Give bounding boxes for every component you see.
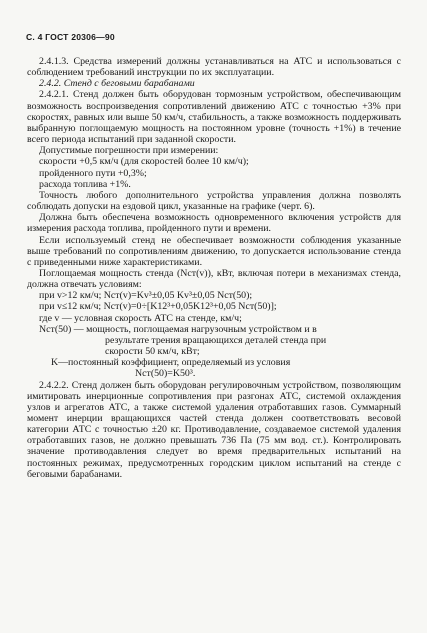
tolerance-intro: Допустимые погрешности при измерении:	[39, 145, 219, 157]
paragraph-accuracy: Точность любого дополнительного устройства управления должна позволять соблюдать допуски на ездовой цикл, указанные на графике (черт. 6).	[27, 189, 401, 213]
where-n50-b: результате трения вращающихся деталей стенда при	[105, 334, 327, 346]
paragraph-2-4-2-1: 2.4.2.1. Стенд должен быть оборудован тормозным устройством, обеспечивающим возможность воспроизведения сопротивлений движению АТС с точностью +3% при скоростях, равных или выше 50 км/ч, стабильность, а также возможность поддерживать выбранную поглощаемую мощность на постоянном уровне (точность +1%) в течение всего периода испытаний при заданной скорости.	[27, 89, 401, 146]
where-k-b: Nст(50)=K50³.	[135, 368, 196, 380]
tolerance-speed: скорости +0,5 км/ч (для скоростей более 10 км/ч);	[39, 156, 249, 168]
heading-2-4-2: 2.4.2. Стенд с беговыми барабанами	[39, 78, 195, 90]
paragraph-absorbed-power: Поглощаемая мощность стенда (Nст(v)), кВт, включая потери в механизмах стенда, должна отвечать условиям:	[27, 267, 401, 291]
formula-above-12: при v>12 км/ч; Nст(v)=Kv³±0,05 Kv³±0,05 Nст(50);	[39, 290, 253, 302]
paragraph-if-stand: Если используемый стенд не обеспечивает возможности соблюдения указанные выше требований по сопротивлениям движению, то допускается использование стенда с приведенными ниже характеристиками.	[27, 234, 401, 268]
paragraph-2-4-2-2: 2.4.2.2. Стенд должен быть оборудован регулировочным устройством, позволяющим имитировать инерционные сопротивления при разгонах АТС, системой охлаждения узлов и агрегатов АТС, а также системой удаления отработавших газов. Суммарный момент инерции вращающихся частей стенда должен соответствовать весовой категории АТС с точностью ±20 кг. Противодавление, создаваемое системой удаления отработавших газов, не должно превышать 736 Па (75 мм вод. ст.). Контролировать значение противодавления следует во время предварительных испытаний на постоянных режимах, предусмотренных городским циклом испытаний на стенде с беговыми барабанами.	[27, 379, 401, 480]
paragraph-simultaneous: Должна быть обеспечена возможность одновременного включения устройств для измерения расхода топлива, пройденного пути и времени.	[27, 212, 401, 235]
tolerance-distance: пройденного пути +0,3%;	[39, 167, 147, 179]
formula-below-12: при v≤12 км/ч; Nст(v)=0÷[K12³+0,05K12³+0,05 Nст(50)];	[39, 301, 277, 313]
where-k-a: K—постоянный коэффициент, определяемый из условия	[51, 357, 291, 369]
where-n50-a: Nст(50) — мощность, поглощаемая нагрузочным устройством и в	[39, 323, 317, 335]
where-v: где v — условная скорость АТС на стенде, км/ч;	[39, 312, 242, 324]
where-n50-c: скорости 50 км/ч, кВт;	[105, 346, 200, 358]
paragraph-2-4-1-3: 2.4.1.3. Средства измерений должны устанавливаться на АТС и использоваться с соблюдением требований инструкции по их эксплуатации.	[27, 56, 401, 79]
document-body	[27, 56, 401, 480]
tolerance-fuel: расхода топлива +1%.	[39, 178, 131, 190]
page-header: С. 4 ГОСТ 20306—90	[26, 32, 115, 42]
